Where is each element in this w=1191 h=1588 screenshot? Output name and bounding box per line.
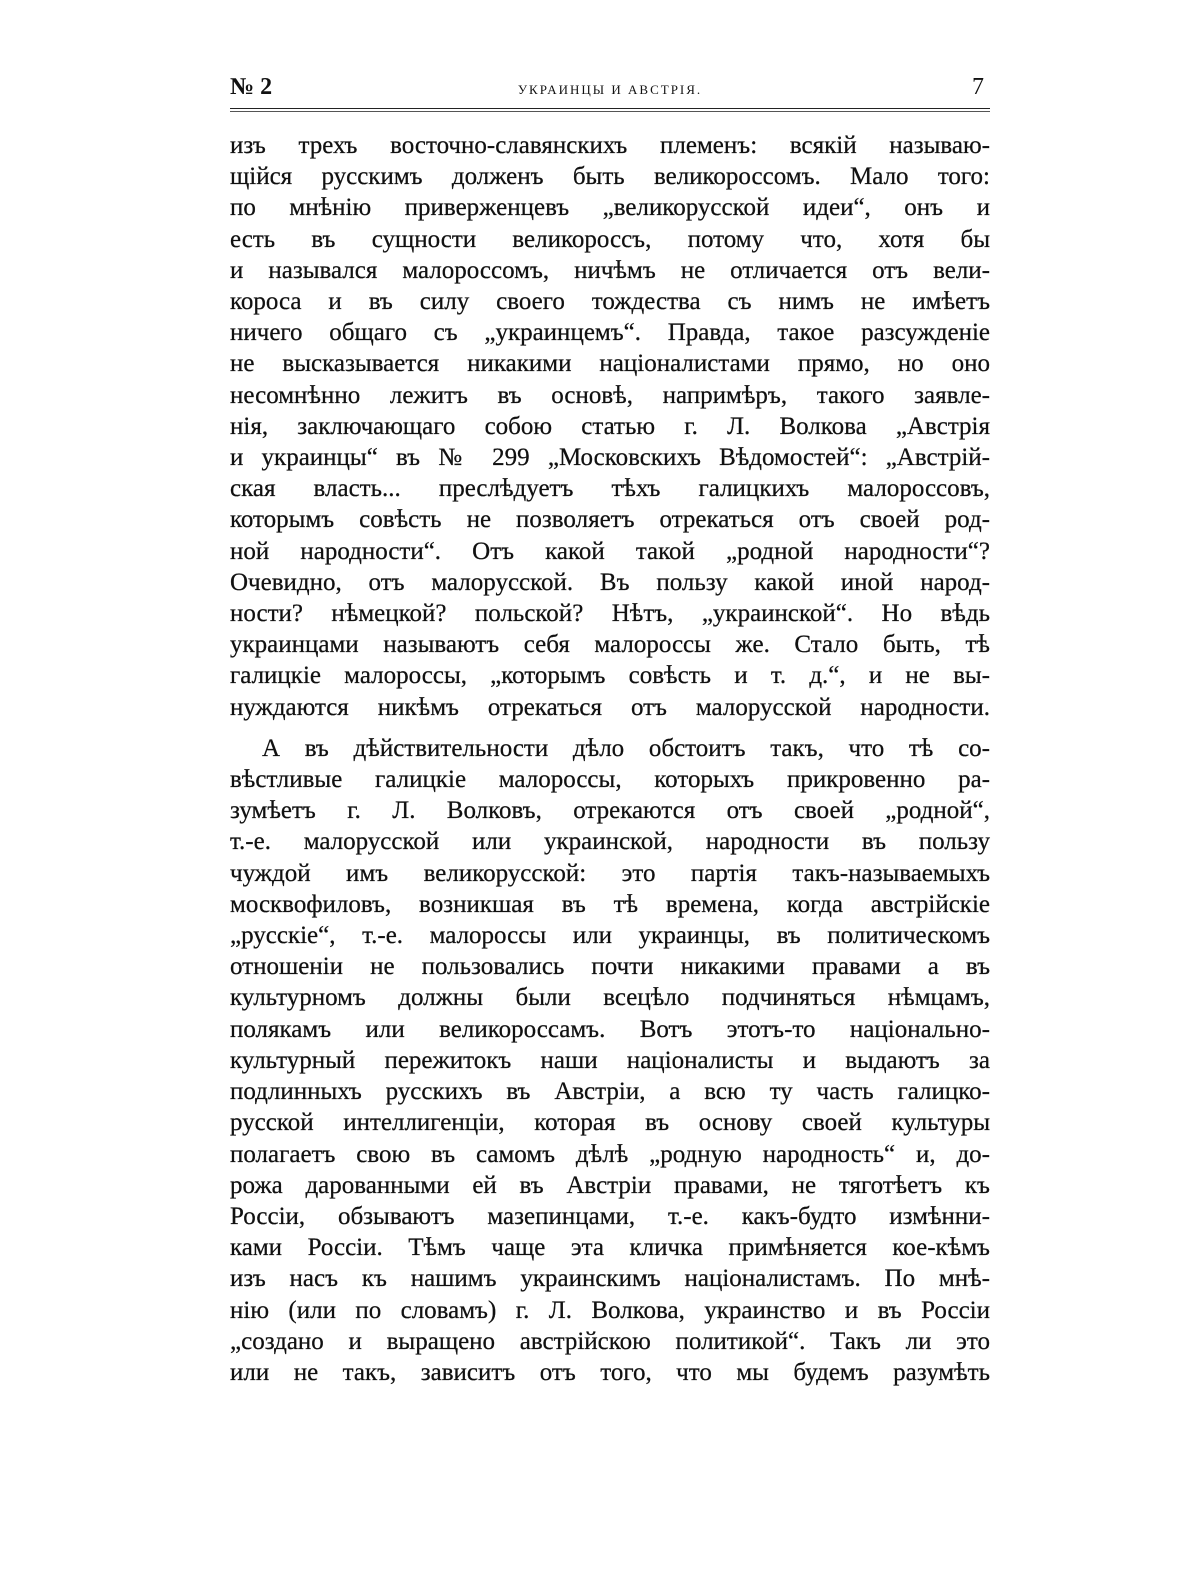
text-line: ности? нѣмецкой? польской? Нѣтъ, „украинской“. Но вѣдь: [230, 600, 990, 628]
text-line: ская власть... преслѣдуетъ тѣхъ галицкихъ малороссовъ,: [230, 475, 990, 503]
text-line: щійся русскимъ долженъ быть великороссомъ. Мало того:: [230, 163, 990, 191]
text-line: которымъ совѣсть не позволяетъ отрекаться отъ своей род-: [230, 506, 990, 534]
running-head: [230, 70, 990, 104]
text-line: зумѣетъ г. Л. Волковъ, отрекаются отъ своей „родной“,: [230, 797, 990, 825]
text-line: отношеніи не пользовались почти никакими правами а въ: [230, 953, 990, 981]
text-line: культурный пережитокъ наши націоналисты и выдаютъ за: [230, 1046, 990, 1074]
text-line: нуждаются никѣмъ отрекаться отъ малорусской народности.: [230, 693, 990, 721]
text-line: „русскіе“, т.-е. малороссы или украинцы, въ политическомъ: [230, 922, 990, 950]
text-line: т.-е. малорусской или украинской, народности въ пользу: [230, 828, 990, 856]
text-line: изъ трехъ восточно-славянскихъ племенъ: всякій называю-: [230, 132, 990, 159]
text-line: нія, заключающаго собою статью г. Л. Волкова „Австрія: [230, 412, 990, 440]
text-line: и украинцы“ въ № 299 „Московскихъ Вѣдомостей“: „Австрій-: [230, 444, 990, 472]
text-line: галицкіе малороссы, „которымъ совѣсть и т. д.“, и не вы-: [230, 662, 990, 690]
page-number: 7: [972, 74, 984, 100]
text-line: короса и въ силу своего тождества съ нимъ не имѣетъ: [230, 288, 990, 316]
text-line: Очевидно, отъ малорусской. Въ пользу какой иной народ-: [230, 568, 990, 596]
text-line: есть въ сущности великороссъ, потому что, хотя бы: [230, 225, 990, 253]
running-title: УКРАИНЦЫ И АВСТРІЯ.: [517, 82, 703, 97]
header-rule: [230, 108, 990, 112]
text-line: несомнѣнно лежитъ въ основѣ, напримѣръ, такого заявле-: [230, 381, 990, 409]
text-line: ничего общаго съ „украинцемъ“. Правда, такое разсужденіе: [230, 319, 990, 347]
text-line: „создано и выращено австрійскою политикой“. Такъ ли это: [230, 1327, 990, 1355]
text-line: подлинныхъ русскихъ въ Австріи, а всю ту часть галицко-: [230, 1078, 990, 1106]
text-line: полякамъ или великороссамъ. Вотъ этотъ-то національно-: [230, 1015, 990, 1043]
text-line: ной народности“. Отъ какой такой „родной народности“?: [230, 537, 990, 565]
body-text: [230, 130, 990, 1388]
text-line: по мнѣнію приверженцевъ „великорусской идеи“, онъ и: [230, 194, 990, 222]
text-line: не высказывается никакими націоналистами прямо, но оно: [230, 350, 990, 378]
text-line: и назывался малороссомъ, ничѣмъ не отличается отъ вели-: [230, 256, 990, 284]
text-line: Россіи, обзываютъ мазепинцами, т.-е. какъ-будто измѣнни-: [230, 1202, 990, 1230]
text-line: А въ дѣйствительности дѣло обстоитъ такъ, что тѣ со-: [262, 734, 990, 762]
text-line: культурномъ должны были всецѣло подчиняться нѣмцамъ,: [230, 984, 990, 1012]
text-line: чуждой имъ великорусской: это партія такъ-называемыхъ: [230, 859, 990, 887]
text-line: украинцами называютъ себя малороссы же. Стало быть, тѣ: [230, 631, 990, 659]
text-line: рожа дарованными ей въ Австріи правами, не тяготѣетъ къ: [230, 1171, 990, 1199]
text-line: изъ насъ къ нашимъ украинскимъ націоналистамъ. По мнѣ-: [230, 1265, 990, 1293]
text-line: вѣстливые галицкіе малороссы, которыхъ прикровенно ра-: [230, 766, 990, 794]
text-line: полагаетъ свою въ самомъ дѣлѣ „родную народность“ и, до-: [230, 1140, 990, 1168]
text-line: москвофиловъ, возникшая въ тѣ времена, когда австрійскіе: [230, 890, 990, 918]
page: [230, 70, 990, 1388]
text-line: или не такъ, зависитъ отъ того, что мы будемъ разумѣть: [230, 1358, 990, 1386]
issue-number: № 2: [230, 74, 273, 100]
text-line: нію (или по словамъ) г. Л. Волкова, украинство и въ Россіи: [230, 1296, 990, 1324]
text-line: ками Россіи. Тѣмъ чаще эта кличка примѣняется кое-кѣмъ: [230, 1234, 990, 1262]
text-line: русской интеллигенціи, которая въ основу своей культуры: [230, 1109, 990, 1137]
